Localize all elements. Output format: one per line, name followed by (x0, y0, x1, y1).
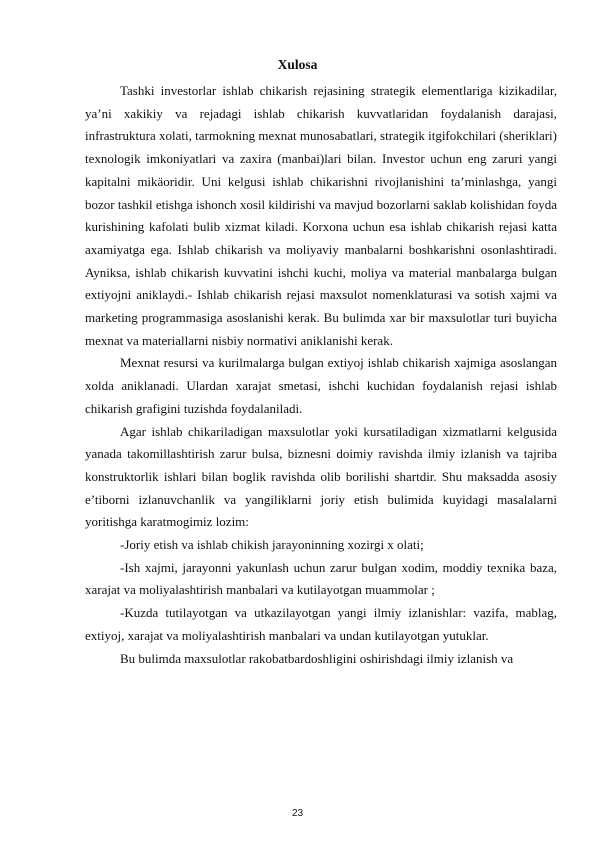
paragraph: Agar ishlab chikariladigan maxsulotlar yoki kursatiladigan xizmatlarni kelgusida yanada takomillashtirish zarur bulsa, biznesni doimiy ravishda ilmiy izlanish va tajriba konstruktorlik ishlari bilan boglik ravishda olib borilishi shartdir. Shu maksadda asosiy e’tiborni izlanuvchanlik va yangiliklarni joriy etish bulimida kuyidagi masalalarni yoritishga karatmogimiz lozim: (85, 423, 557, 530)
paragraph: Tashki investorlar ishlab chikarish rejasining strategik elementlariga kizikadilar, ya’ni xakikiy va rejadagi ishlab chikarish kuvvatlaridan foydalanish darajasi, infrastruktura xolati, tarmokning mexnat munosabatlari, strategik itgifokchilari (sheriklari) texnologik imkoniyatlari va zaxira (manbai)lari bilan. Investor uchun eng zaruri yangi kapitalni mikäoridir. Uni kelgusi ishlab chikarishni rivojlanishini ta’minlashga, yangi bozor tashkil etishga ishonch xosil kildirishi va mavjud bozorlarni saklab kolishidan foyda kurishining kafolati bulib xizmat kiladi. Korxona uchun esa ishlab chikarish rejasi katta axamiyatga ega. Ishlab chikarish va moliyaviy manbalarni boshkarishni osonlashtiradi. Ayniksa, ishlab chikarish kuvvatini ishchi kuchi, moliya va material manbalarga bulgan extiyojni aniklaydi.- Ishlab chikarish rejasi maxsulot nomenklaturasi va sotish xajmi va marketing programmasiga asoslanishi kerak. Bu bulimda xar bir maxsulotlar turi buyicha mexnat va materiallarni nisbiy normativi aniklanishi kerak. (85, 83, 557, 348)
paragraph: Mexnat resursi va kurilmalarga bulgan extiyoj ishlab chikarish xajmiga asoslangan xolda aniklanadi. Ulardan xarajat smetasi, ishchi kuchidan foydalanish rejasi ishlab chikarish grafigini tuzishda foydalaniladi. (85, 355, 557, 416)
page-number: 23 (291, 808, 304, 819)
list-item: -Ish xajmi, jarayonni yakunlash uchun zarur bulgan xodim, moddiy texnika baza, xarajat va moliyalashtirish manbalari va kutilayotgan muammolar ; (85, 559, 557, 598)
paragraph: Bu bulimda maxsulotlar rakobatbardoshligini oshirishdagi ilmiy izlanish va (120, 650, 514, 666)
body-text (85, 80, 557, 670)
list-item: -Joriy etish va ishlab chikish jarayoninning xozirgi x olati; (120, 537, 424, 553)
page-title: Xulosa (277, 57, 318, 72)
list-item: -Kuzda tutilayotgan va utkazilayotgan yangi ilmiy izlanishlar: vazifa, mablag, extiyoj, xarajat va moliyalashtirish manbalari va undan kutilayotgan yutuklar. (85, 605, 557, 643)
